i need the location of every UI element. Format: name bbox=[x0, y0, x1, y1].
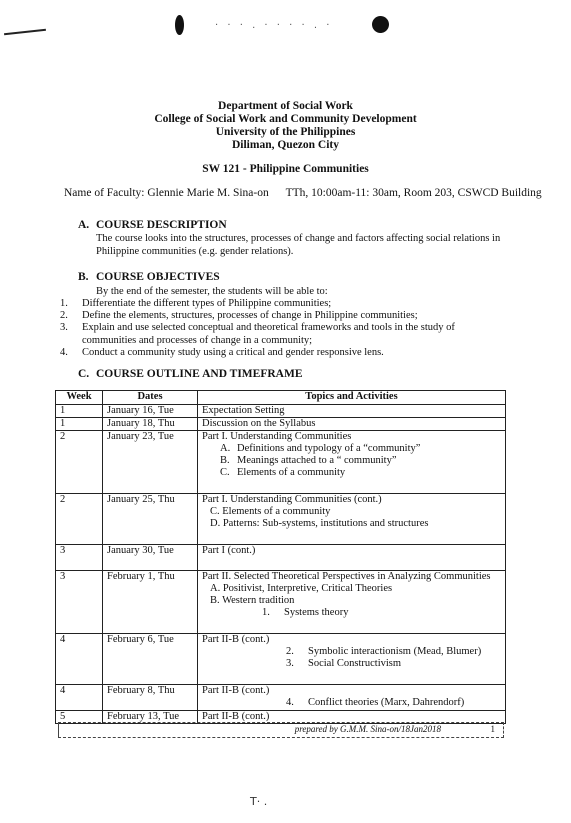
subtopic-marker: C. bbox=[220, 467, 230, 478]
subtopic-marker: B. bbox=[220, 455, 230, 466]
table-row bbox=[56, 431, 506, 494]
table-header-row bbox=[56, 391, 506, 405]
topic-title: Part II. Selected Theoretical Perspectives in Analyzing Communities bbox=[202, 571, 491, 582]
date-cell: January 18, Thu bbox=[103, 418, 198, 431]
topic-title: Part I. Understanding Communities (cont.) bbox=[202, 494, 382, 505]
subtopic bbox=[202, 506, 501, 518]
subtopic-marker: A. bbox=[220, 443, 231, 454]
department-name: Department of Social Work bbox=[218, 100, 353, 112]
topic-cell: Part I (cont.) bbox=[198, 545, 506, 571]
date-cell: February 13, Tue bbox=[103, 711, 198, 724]
document-header bbox=[0, 100, 571, 152]
week-cell: 1 bbox=[56, 418, 103, 431]
subtopic-text: Social Constructivism bbox=[308, 658, 402, 669]
punch-hole-left bbox=[175, 15, 184, 35]
date-cell: February 6, Tue bbox=[103, 634, 198, 685]
subtopic-text: D. Patterns: Sub-systems, institutions and structures bbox=[210, 518, 429, 529]
subtopic-marker: 4. bbox=[286, 697, 294, 708]
objective-text: Explain and use selected conceptual and theoretical frameworks and tools in the study of communities and processes of change in a community; bbox=[82, 322, 455, 346]
section-b-heading bbox=[78, 271, 220, 283]
subtopic-text: C. Elements of a community bbox=[210, 506, 331, 517]
objective-item bbox=[60, 310, 510, 322]
subtopic-text: B. Western tradition bbox=[210, 595, 295, 606]
topic-title: Part II-B (cont.) bbox=[202, 634, 270, 645]
date-cell: January 16, Tue bbox=[103, 405, 198, 418]
column-header-topics: Topics and Activities bbox=[198, 391, 506, 405]
table-row bbox=[56, 571, 506, 634]
topic-cell bbox=[198, 494, 506, 545]
column-header-dates: Dates bbox=[103, 391, 198, 405]
table-row bbox=[56, 545, 506, 571]
topic-cell bbox=[198, 431, 506, 494]
faculty-line bbox=[64, 187, 542, 199]
punch-hole-right bbox=[372, 16, 389, 33]
scan-noise: · · · . · · · · . · bbox=[215, 20, 333, 31]
topic-cell bbox=[198, 571, 506, 634]
week-cell: 4 bbox=[56, 634, 103, 685]
topic-cell: Discussion on the Syllabus bbox=[198, 418, 506, 431]
objectives-intro: By the end of the semester, the students will be able to: bbox=[96, 286, 328, 297]
section-letter: A. bbox=[78, 219, 90, 231]
subtopic bbox=[202, 697, 501, 709]
week-cell: 2 bbox=[56, 431, 103, 494]
scan-mark-bottom: T· . bbox=[250, 795, 268, 808]
date-cell: January 25, Thu bbox=[103, 494, 198, 545]
week-cell: 5 bbox=[56, 711, 103, 724]
subtopic-text: Symbolic interactionism (Mead, Blumer) bbox=[308, 646, 482, 657]
subtopic-marker: 1. bbox=[262, 607, 270, 618]
objectives-list bbox=[60, 298, 510, 359]
objective-text: Define the elements, structures, processes of change in Philippine communities; bbox=[82, 310, 418, 322]
objective-item bbox=[60, 347, 510, 359]
college-name: College of Social Work and Community Development bbox=[154, 113, 417, 125]
subtopic bbox=[202, 455, 501, 467]
prepared-by-note: prepared by G.M.M. Sina-on/18Jan2018 bbox=[294, 724, 441, 734]
topic-title: Part I. Understanding Communities bbox=[202, 431, 352, 442]
objective-text: Conduct a community study using a critical and gender responsive lens. bbox=[82, 346, 384, 358]
date-cell: February 1, Thu bbox=[103, 571, 198, 634]
topic-cell bbox=[198, 685, 506, 711]
subtopic bbox=[202, 583, 501, 595]
topic-cell bbox=[198, 634, 506, 685]
week-cell: 3 bbox=[56, 571, 103, 634]
section-letter: B. bbox=[78, 271, 89, 283]
objective-number: 3. bbox=[60, 322, 68, 334]
objective-item bbox=[60, 322, 510, 346]
topic-title: Part II-B (cont.) bbox=[202, 685, 270, 696]
week-cell: 1 bbox=[56, 405, 103, 418]
subtopic-marker: 2. bbox=[286, 646, 294, 657]
objective-number: 1. bbox=[60, 298, 68, 309]
subtopic bbox=[202, 658, 501, 670]
subtopic-text: Elements of a community bbox=[237, 467, 346, 478]
table-row bbox=[56, 418, 506, 431]
table-row bbox=[56, 634, 506, 685]
table-row bbox=[56, 494, 506, 545]
section-c-heading bbox=[78, 368, 303, 380]
week-cell: 2 bbox=[56, 494, 103, 545]
course-title: SW 121 - Philippine Communities bbox=[202, 163, 369, 175]
scan-mark bbox=[4, 29, 46, 35]
column-header-week: Week bbox=[56, 391, 103, 405]
section-letter: C. bbox=[78, 368, 90, 380]
subtopic bbox=[202, 518, 501, 530]
footer-page-mark: 1 bbox=[490, 724, 495, 734]
objective-number: 2. bbox=[60, 310, 68, 322]
subtopic bbox=[202, 467, 501, 479]
class-schedule: TTh, 10:00am-11: 30am, Room 203, CSWCD Building bbox=[285, 187, 542, 199]
section-a-heading bbox=[78, 219, 227, 231]
university-name: University of the Philippines bbox=[215, 126, 356, 138]
section-title: COURSE OBJECTIVES bbox=[96, 271, 220, 283]
subtopic-text: Conflict theories (Marx, Dahrendorf) bbox=[308, 697, 465, 708]
subtopic-text: Meanings attached to a “ community” bbox=[237, 455, 397, 466]
subtopic bbox=[202, 595, 501, 607]
week-cell: 4 bbox=[56, 685, 103, 711]
week-cell: 3 bbox=[56, 545, 103, 571]
course-description-text: The course looks into the structures, processes of change and factors affecting social relations in Philippine communities (e.g. gender relations). bbox=[96, 233, 501, 257]
subtopic-text: Definitions and typology of a “community” bbox=[237, 443, 421, 454]
footer-box bbox=[58, 722, 504, 738]
section-title: COURSE DESCRIPTION bbox=[96, 219, 227, 231]
subtopic-marker: 3. bbox=[286, 658, 294, 669]
objective-number: 4. bbox=[60, 346, 68, 358]
date-cell: January 30, Tue bbox=[103, 545, 198, 571]
university-location: Diliman, Quezon City bbox=[231, 139, 339, 151]
subtopic-text: A. Positivist, Interpretive, Critical Theories bbox=[210, 583, 393, 594]
topic-cell: Expectation Setting bbox=[198, 405, 506, 418]
section-title: COURSE OUTLINE AND TIMEFRAME bbox=[96, 368, 303, 380]
faculty-name: Name of Faculty: Glennie Marie M. Sina-on bbox=[64, 187, 269, 199]
objective-item bbox=[60, 298, 510, 310]
table-row bbox=[56, 685, 506, 711]
subtopic bbox=[202, 607, 501, 619]
subtopic bbox=[202, 443, 501, 455]
subtopic-text: Systems theory bbox=[284, 607, 349, 618]
topic-cell: Part II-B (cont.) bbox=[198, 711, 506, 724]
table-row bbox=[56, 405, 506, 418]
date-cell: February 8, Thu bbox=[103, 685, 198, 711]
objective-text: Differentiate the different types of Philippine communities; bbox=[82, 298, 332, 309]
date-cell: January 23, Tue bbox=[103, 431, 198, 494]
course-outline-table bbox=[55, 390, 506, 724]
subtopic bbox=[202, 646, 501, 658]
